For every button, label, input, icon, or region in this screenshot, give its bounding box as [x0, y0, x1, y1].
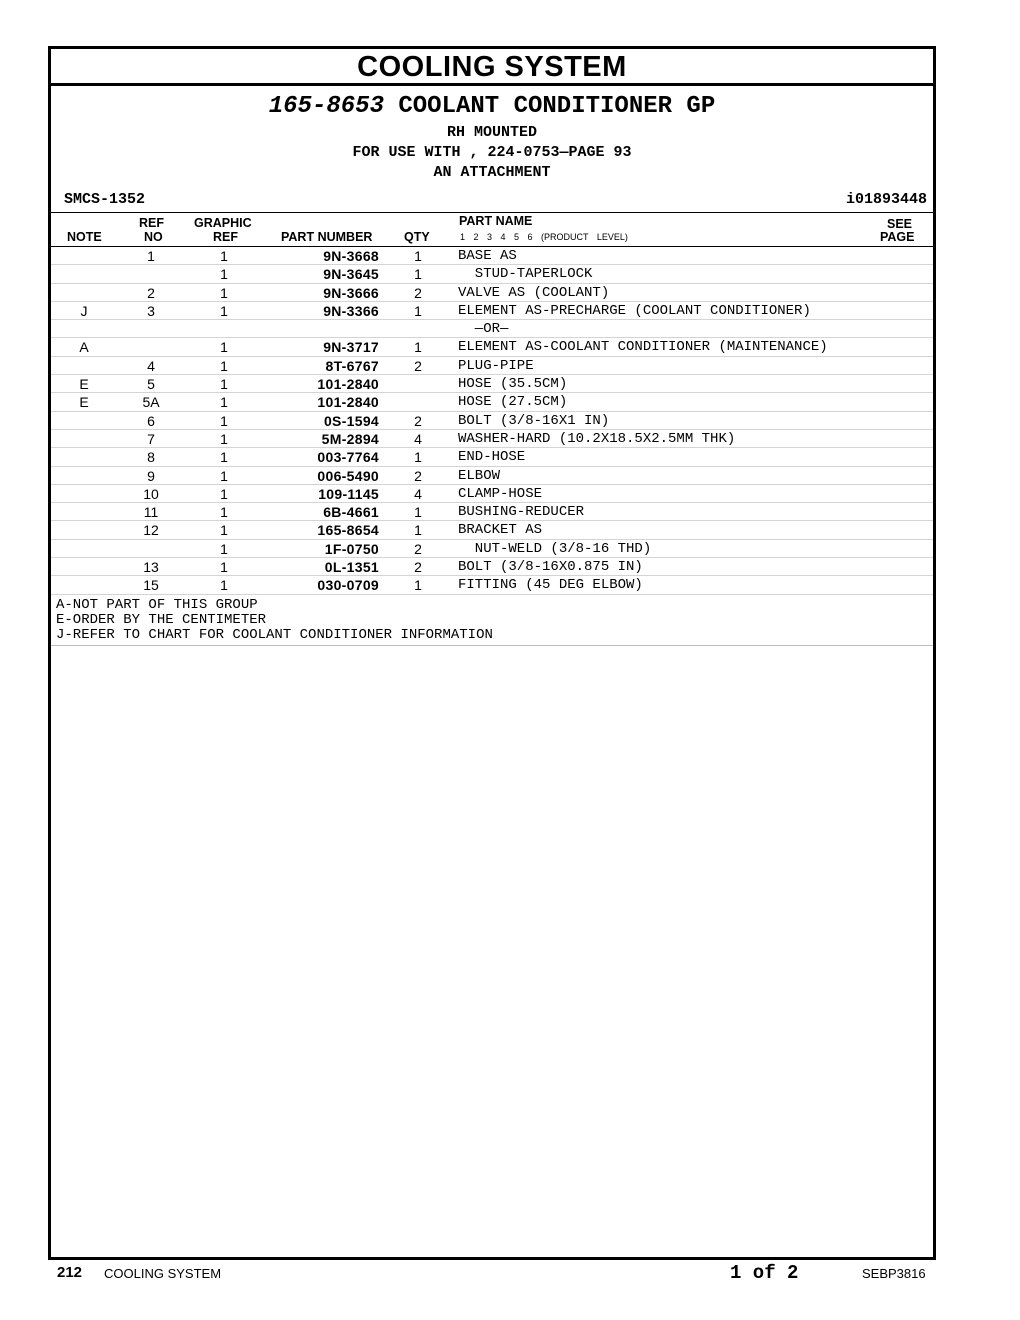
row-graphic-ref: 1	[220, 522, 228, 539]
row-graphic-ref: 1	[220, 467, 228, 484]
row-note: J	[80, 302, 88, 319]
parts-row	[51, 375, 933, 393]
row-part-name: HOSE (35.5CM)	[458, 376, 568, 393]
row-part-number: 8T-6767	[325, 357, 379, 374]
col-graphic-top: GRAPHIC	[194, 216, 252, 230]
row-graphic-ref: 1	[220, 394, 228, 411]
row-note: E	[79, 394, 89, 411]
parts-row	[51, 412, 933, 430]
row-part-number: 1F-0750	[324, 540, 379, 557]
row-quantity: 2	[414, 540, 422, 557]
mounting-line: RH MOUNTED	[446, 124, 537, 141]
row-part-name: BRACKET AS	[458, 522, 543, 539]
page-number: 212	[57, 1264, 83, 1281]
smcs-code: SMCS-1352	[64, 191, 146, 208]
row-part-number: 003-7764	[317, 449, 379, 466]
parts-row	[51, 284, 933, 302]
row-part-name: NUT-WELD (3/8-16 THD)	[458, 540, 652, 557]
row-graphic-ref: 1	[220, 376, 228, 393]
section-title: COOLING SYSTEM	[51, 49, 933, 86]
row-part-name: END-HOSE	[458, 449, 526, 466]
row-part-name: HOSE (27.5CM)	[458, 394, 568, 411]
col-note: NOTE	[67, 230, 102, 244]
row-ref-number: 9	[147, 467, 155, 484]
parts-row	[51, 338, 933, 356]
row-graphic-ref: 1	[220, 412, 228, 429]
row-ref-number: 12	[143, 522, 159, 539]
row-quantity: 1	[414, 302, 422, 319]
attachment-line: AN ATTACHMENT	[433, 164, 551, 181]
row-quantity: 1	[414, 339, 422, 356]
row-quantity: 1	[414, 577, 422, 594]
group-part-number: 165-8653	[268, 93, 384, 120]
parts-row	[51, 503, 933, 521]
row-graphic-ref: 1	[220, 485, 228, 502]
row-quantity: 4	[414, 430, 422, 447]
row-part-number: 101-2840	[317, 376, 379, 393]
row-part-number: 0L-1351	[324, 559, 379, 576]
row-part-name: PLUG-PIPE	[458, 357, 534, 374]
use-with-line: FOR USE WITH , 224-0753—PAGE 93	[352, 144, 632, 161]
row-quantity: 2	[414, 284, 422, 301]
row-graphic-ref: 1	[220, 284, 228, 301]
row-graphic-ref: 1	[220, 357, 228, 374]
row-part-name: ELEMENT AS-COOLANT CONDITIONER (MAINTENANCE)	[458, 339, 828, 356]
row-part-name: BOLT (3/8-16X0.875 IN)	[458, 559, 643, 576]
footer-section: COOLING SYSTEM	[104, 1266, 222, 1281]
col-graphic-bottom: REF	[213, 230, 238, 244]
parts-row	[51, 576, 933, 594]
illustration-id: i01893448	[845, 191, 927, 208]
parts-row	[51, 521, 933, 539]
row-part-name: ELEMENT AS-PRECHARGE (COOLANT CONDITIONER)	[458, 302, 811, 319]
group-name: COOLANT CONDITIONER GP	[398, 93, 716, 120]
parts-row	[51, 558, 933, 576]
row-part-name: STUD-TAPERLOCK	[458, 266, 593, 283]
row-ref-number: 11	[143, 504, 159, 521]
col-part-name: PART NAME	[459, 214, 533, 228]
parts-row	[51, 485, 933, 503]
row-part-number: 9N-3717	[323, 339, 379, 356]
row-ref-number: 8	[147, 449, 155, 466]
row-part-number: 0S-1594	[323, 412, 379, 429]
row-graphic-ref: 1	[220, 248, 228, 264]
row-part-number: 9N-3666	[323, 284, 379, 301]
parts-row	[51, 430, 933, 448]
col-ref-top: REF	[139, 216, 164, 230]
column-headers	[51, 213, 933, 247]
row-ref-number: 2	[147, 284, 155, 301]
col-see-bottom: PAGE	[880, 230, 915, 244]
note-line: E-ORDER BY THE CENTIMETER	[56, 611, 267, 628]
row-quantity: 2	[414, 467, 422, 484]
row-note: A	[79, 339, 89, 356]
row-quantity: 1	[414, 266, 422, 283]
parts-row	[51, 540, 933, 558]
row-quantity: 2	[414, 412, 422, 429]
row-quantity: 1	[414, 504, 422, 521]
row-graphic-ref: 1	[220, 559, 228, 576]
col-part-number: PART NUMBER	[281, 230, 373, 244]
parts-row	[51, 302, 933, 320]
col-qty: QTY	[404, 230, 430, 244]
row-quantity: 2	[414, 357, 422, 374]
row-part-number: 9N-3366	[323, 302, 379, 319]
row-quantity: 1	[414, 248, 422, 264]
row-part-name: —OR—	[458, 321, 509, 338]
note-line: A-NOT PART OF THIS GROUP	[56, 596, 258, 613]
row-ref-number: 1	[147, 248, 155, 264]
row-quantity: 1	[414, 449, 422, 466]
row-part-number: 6B-4661	[323, 504, 379, 521]
row-graphic-ref: 1	[220, 266, 228, 283]
row-part-number: 109-1145	[318, 485, 379, 502]
parts-row	[51, 357, 933, 375]
row-part-name: BASE AS	[458, 248, 517, 264]
row-graphic-ref: 1	[220, 449, 228, 466]
group-header	[51, 86, 933, 213]
col-see-top: SEE	[887, 217, 913, 231]
parts-list	[51, 247, 933, 595]
row-part-name: ELBOW	[458, 467, 501, 484]
row-ref-number: 3	[147, 302, 155, 319]
row-part-name: BOLT (3/8-16X1 IN)	[458, 412, 610, 429]
row-ref-number: 13	[143, 559, 159, 576]
row-graphic-ref: 1	[220, 302, 228, 319]
row-part-number: 006-5490	[317, 467, 379, 484]
row-part-name: VALVE AS (COOLANT)	[458, 284, 610, 301]
row-graphic-ref: 1	[220, 430, 228, 447]
note-line: J-REFER TO CHART FOR COOLANT CONDITIONER INFORMATION	[56, 626, 493, 643]
row-part-name: FITTING (45 DEG ELBOW)	[458, 577, 643, 594]
row-part-number: 101-2840	[317, 394, 379, 411]
group-title	[51, 93, 933, 120]
col-product-levels: 1 2 3 4 5 6 (PRODUCT LEVEL)	[460, 232, 628, 242]
row-graphic-ref: 1	[220, 339, 228, 356]
page-of-count: 1 of 2	[730, 1262, 799, 1284]
parts-row	[51, 247, 933, 265]
row-ref-number: 6	[147, 412, 155, 429]
parts-row	[51, 448, 933, 466]
row-ref-number: 15	[143, 577, 159, 594]
row-graphic-ref: 1	[220, 504, 228, 521]
row-graphic-ref: 1	[220, 577, 228, 594]
row-quantity: 4	[414, 485, 422, 502]
row-part-number: 9N-3645	[323, 266, 379, 283]
row-part-number: 165-8654	[317, 522, 379, 539]
row-graphic-ref: 1	[220, 540, 228, 557]
parts-row	[51, 265, 933, 283]
parts-row	[51, 467, 933, 485]
row-quantity: 1	[414, 522, 422, 539]
row-quantity: 2	[414, 559, 422, 576]
row-part-number: 9N-3668	[323, 248, 379, 264]
row-part-number: 030-0709	[317, 577, 379, 594]
row-part-name: WASHER-HARD (10.2X18.5X2.5MM THK)	[458, 430, 736, 447]
notes-block	[51, 595, 933, 646]
row-part-name: BUSHING-REDUCER	[458, 504, 585, 521]
row-ref-number: 5	[147, 376, 155, 393]
row-ref-number: 7	[147, 430, 155, 447]
page-footer	[0, 1264, 1020, 1288]
publication-number: SEBP3816	[862, 1266, 926, 1281]
parts-row	[51, 320, 933, 338]
col-ref-bottom: NO	[144, 230, 163, 244]
row-ref-number: 4	[147, 357, 155, 374]
row-ref-number: 10	[143, 485, 159, 502]
row-ref-number: 5A	[142, 394, 160, 411]
row-part-name: CLAMP-HOSE	[458, 485, 543, 502]
parts-row	[51, 393, 933, 411]
row-note: E	[79, 376, 89, 393]
row-part-number: 5M-2894	[321, 430, 379, 447]
parts-page-frame	[48, 46, 936, 1260]
